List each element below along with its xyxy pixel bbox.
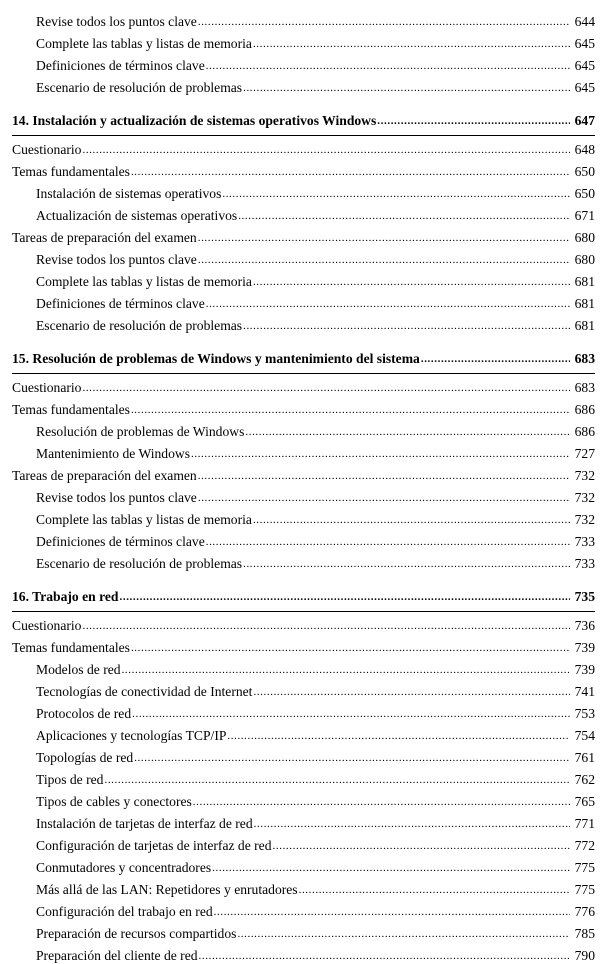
toc-page-number: 681 xyxy=(574,318,595,333)
dot-leader xyxy=(104,775,570,785)
toc-page-number: 645 xyxy=(574,80,595,95)
dot-leader xyxy=(122,665,570,675)
dot-leader xyxy=(273,841,570,851)
toc-entry xyxy=(12,766,595,788)
toc-chapter-heading xyxy=(12,343,595,367)
toc-entry-title: Topologías de red xyxy=(36,750,134,765)
dot-leader xyxy=(245,427,570,437)
toc-page-number: 648 xyxy=(574,142,595,157)
toc-page-number: 732 xyxy=(574,512,595,527)
toc-entry-title: Escenario de resolución de problemas xyxy=(36,80,243,95)
toc-entry xyxy=(12,744,595,766)
toc-entry-title: Configuración de tarjetas de interfaz de red xyxy=(36,838,272,853)
toc-chapter-heading xyxy=(12,105,595,129)
toc-page-number: 671 xyxy=(574,208,595,223)
toc-page-number: 739 xyxy=(574,662,595,677)
dot-leader xyxy=(82,145,570,155)
toc-page-number: 790 xyxy=(574,948,595,963)
toc-chapter-heading xyxy=(12,581,595,605)
toc-entry-title: Aplicaciones y tecnologías TCP/IP xyxy=(36,728,227,743)
dot-leader xyxy=(254,819,570,829)
toc-entry xyxy=(12,202,595,224)
toc-page-number: 650 xyxy=(574,164,595,179)
toc-page-number: 644 xyxy=(574,14,595,29)
toc-entry-title: Actualización de sistemas operativos xyxy=(36,208,238,223)
toc-entry xyxy=(12,484,595,506)
dot-leader xyxy=(82,383,570,393)
dot-leader xyxy=(253,515,570,525)
dot-leader xyxy=(134,753,570,763)
toc-page-number: 680 xyxy=(574,230,595,245)
toc-entry xyxy=(12,678,595,700)
toc-entry-title: 15. Resolución de problemas de Windows y mantenimiento del sistema xyxy=(12,351,420,366)
toc-entry xyxy=(12,268,595,290)
toc-page-number: 681 xyxy=(574,296,595,311)
toc-entry xyxy=(12,634,595,656)
toc-page-number: 785 xyxy=(574,926,595,941)
toc-page-number: 645 xyxy=(574,58,595,73)
toc-page-number: 645 xyxy=(574,36,595,51)
toc-entry-title: Cuestionario xyxy=(12,618,82,633)
dot-leader xyxy=(237,929,570,939)
toc-entry-title: Definiciones de términos clave xyxy=(36,296,205,311)
toc-entry-title: 14. Instalación y actualización de sistemas operativos Windows xyxy=(12,113,377,128)
toc-entry xyxy=(12,506,595,528)
toc-entry-title: Más allá de las LAN: Repetidores y enrutadores xyxy=(36,882,298,897)
toc-entry xyxy=(12,290,595,312)
toc-entry xyxy=(12,396,595,418)
dot-leader xyxy=(299,885,570,895)
toc-page-number: 753 xyxy=(574,706,595,721)
toc-entry-title: Revise todos los puntos clave xyxy=(36,252,197,267)
dot-leader xyxy=(212,863,570,873)
dot-leader xyxy=(206,61,570,71)
toc-page-number: 727 xyxy=(574,446,595,461)
dot-leader xyxy=(191,449,570,459)
toc-entry-title: Resolución de problemas de Windows xyxy=(36,424,245,439)
dot-leader xyxy=(131,405,570,415)
toc-entry xyxy=(12,224,595,246)
dot-leader xyxy=(243,559,570,569)
dot-leader xyxy=(206,537,570,547)
dot-leader xyxy=(132,709,570,719)
toc-page-number: 686 xyxy=(574,424,595,439)
toc-entry-title: Escenario de resolución de problemas xyxy=(36,556,243,571)
toc-entry-title: Cuestionario xyxy=(12,380,82,395)
toc-entry-title: Temas fundamentales xyxy=(12,640,130,655)
toc-entry-title: Definiciones de términos clave xyxy=(36,534,205,549)
toc-entry xyxy=(12,440,595,462)
toc-entry-title: Temas fundamentales xyxy=(12,164,130,179)
toc-entry xyxy=(12,374,595,396)
toc-entry xyxy=(12,158,595,180)
toc-entry xyxy=(12,656,595,678)
toc-entry xyxy=(12,180,595,202)
toc-entry-title: Complete las tablas y listas de memoria xyxy=(36,274,252,289)
toc-page-number: 732 xyxy=(574,468,595,483)
toc-page-number: 683 xyxy=(574,351,595,366)
toc-page-number: 650 xyxy=(574,186,595,201)
toc-entry xyxy=(12,942,595,964)
toc-entry xyxy=(12,550,595,572)
toc-entry xyxy=(12,528,595,550)
toc-entry-title: Instalación de sistemas operativos xyxy=(36,186,222,201)
toc-entry xyxy=(12,136,595,158)
toc-page-number: 776 xyxy=(574,904,595,919)
toc-entry-title: 16. Trabajo en red xyxy=(12,589,119,604)
toc-page-number: 732 xyxy=(574,490,595,505)
toc-entry-title: Preparación del cliente de red xyxy=(36,948,198,963)
toc-entry xyxy=(12,52,595,74)
dot-leader xyxy=(198,17,570,27)
toc-entry xyxy=(12,8,595,30)
toc-page-number: 733 xyxy=(574,534,595,549)
toc-entry-title: Tareas de preparación del examen xyxy=(12,468,197,483)
table-of-contents xyxy=(12,8,595,964)
toc-entry xyxy=(12,788,595,810)
toc-entry-title: Preparación de recursos compartidos xyxy=(36,926,237,941)
toc-entry-title: Mantenimiento de Windows xyxy=(36,446,190,461)
toc-page-number: 761 xyxy=(574,750,595,765)
toc-page-number: 680 xyxy=(574,252,595,267)
toc-entry xyxy=(12,722,595,744)
dot-leader xyxy=(131,167,570,177)
dot-leader xyxy=(131,643,570,653)
toc-entry-title: Definiciones de términos clave xyxy=(36,58,205,73)
dot-leader xyxy=(222,189,570,199)
toc-page-number: 739 xyxy=(574,640,595,655)
toc-entry-title: Temas fundamentales xyxy=(12,402,130,417)
toc-entry-title: Tareas de preparación del examen xyxy=(12,230,197,245)
dot-leader xyxy=(198,255,570,265)
dot-leader xyxy=(253,277,570,287)
toc-entry-title: Modelos de red xyxy=(36,662,121,677)
dot-leader xyxy=(199,951,570,961)
toc-entry xyxy=(12,312,595,334)
toc-entry-title: Tecnologías de conectividad de Internet xyxy=(36,684,253,699)
toc-entry-title: Revise todos los puntos clave xyxy=(36,490,197,505)
toc-entry xyxy=(12,612,595,634)
toc-page-number: 775 xyxy=(574,860,595,875)
toc-entry-title: Protocolos de red xyxy=(36,706,132,721)
toc-entry-title: Escenario de resolución de problemas xyxy=(36,318,243,333)
toc-page-number: 683 xyxy=(574,380,595,395)
toc-entry xyxy=(12,462,595,484)
toc-page-number: 741 xyxy=(574,684,595,699)
toc-page-number: 735 xyxy=(574,589,595,604)
dot-leader xyxy=(193,797,570,807)
toc-entry xyxy=(12,30,595,52)
toc-page-number: 762 xyxy=(574,772,595,787)
dot-leader xyxy=(253,687,570,697)
toc-page-number: 754 xyxy=(574,728,595,743)
toc-entry-title: Complete las tablas y listas de memoria xyxy=(36,512,252,527)
toc-entry xyxy=(12,920,595,942)
dot-leader xyxy=(243,321,570,331)
toc-entry xyxy=(12,700,595,722)
dot-leader xyxy=(421,354,570,364)
toc-page-number: 686 xyxy=(574,402,595,417)
toc-entry xyxy=(12,418,595,440)
toc-page-number: 772 xyxy=(574,838,595,853)
dot-leader xyxy=(227,731,570,741)
toc-page-number: 765 xyxy=(574,794,595,809)
toc-page-number: 733 xyxy=(574,556,595,571)
toc-entry xyxy=(12,876,595,898)
dot-leader xyxy=(198,493,570,503)
dot-leader xyxy=(214,907,570,917)
dot-leader xyxy=(377,116,570,126)
dot-leader xyxy=(206,299,570,309)
toc-page-number: 647 xyxy=(574,113,595,128)
toc-entry-title: Revise todos los puntos clave xyxy=(36,14,197,29)
toc-entry-title: Configuración del trabajo en red xyxy=(36,904,213,919)
toc-entry-title: Tipos de red xyxy=(36,772,104,787)
toc-entry-title: Instalación de tarjetas de interfaz de red xyxy=(36,816,253,831)
toc-page-number: 775 xyxy=(574,882,595,897)
dot-leader xyxy=(198,471,570,481)
toc-entry-title: Complete las tablas y listas de memoria xyxy=(36,36,252,51)
dot-leader xyxy=(253,39,570,49)
toc-entry xyxy=(12,898,595,920)
dot-leader xyxy=(120,592,571,602)
toc-page-number: 736 xyxy=(574,618,595,633)
toc-entry xyxy=(12,810,595,832)
toc-entry-title: Conmutadores y concentradores xyxy=(36,860,212,875)
toc-entry xyxy=(12,832,595,854)
toc-entry xyxy=(12,74,595,96)
toc-entry xyxy=(12,854,595,876)
toc-page-number: 681 xyxy=(574,274,595,289)
dot-leader xyxy=(198,233,570,243)
dot-leader xyxy=(238,211,570,221)
toc-entry xyxy=(12,246,595,268)
dot-leader xyxy=(243,83,570,93)
toc-entry-title: Cuestionario xyxy=(12,142,82,157)
toc-page-number: 771 xyxy=(574,816,595,831)
dot-leader xyxy=(82,621,570,631)
toc-entry-title: Tipos de cables y conectores xyxy=(36,794,192,809)
